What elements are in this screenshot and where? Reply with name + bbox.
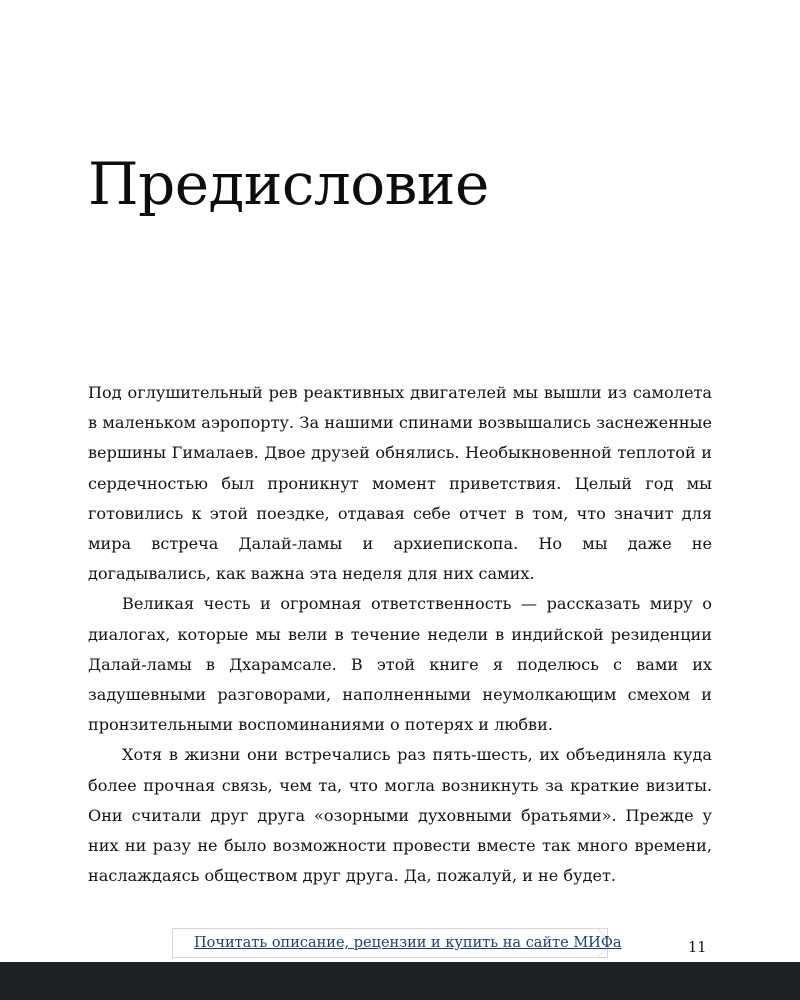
- buy-on-mif-site-link[interactable]: Почитать описание, рецензии и купить на сайте МИФа: [194, 935, 622, 951]
- paragraph: Хотя в жизни они встречались раз пять-шесть, их объединяла куда более прочная связь, чем та, что могла возникнуть за краткие визиты. Они считали друг друга «озорными духовными братьями». Прежде у них ни разу не было возможности провести вместе так много времени, наслаждаясь обществом друг друга. Да, пожалуй, и не будет.: [88, 745, 712, 886]
- paragraph: Великая честь и огромная ответственность — рассказать миру о диалогах, которые мы вели в течение недели в индийской резиденции Далай-ламы в Дхарамсале. В этой книге я поделюсь с вами их задушевными разговорами, наполненными неумолкающим смехом и пронзительными воспоминаниями о потерях и любви.: [88, 594, 712, 735]
- page-title: Предисловие: [88, 149, 489, 218]
- footer-promo-banner[interactable]: [172, 928, 624, 958]
- body-text-block: [88, 378, 712, 891]
- paragraph: Под оглушительный рев реактивных двигателей мы вышли из самолета в маленьком аэропорту. За нашими спинами возвышались заснеженные вершины Гималаев. Двое друзей обнялись. Необыкновенной теплотой и сердечностью был проникнут момент приветствия. Целый год мы готовились к этой поездке, отдавая себе отчет в том, что значит для мира встреча Далай-ламы и архиепископа. Но мы даже не догадывались, как важна эта неделя для них самих.: [88, 383, 712, 584]
- page-number: 11: [688, 940, 707, 956]
- bottom-bar: [0, 962, 800, 1000]
